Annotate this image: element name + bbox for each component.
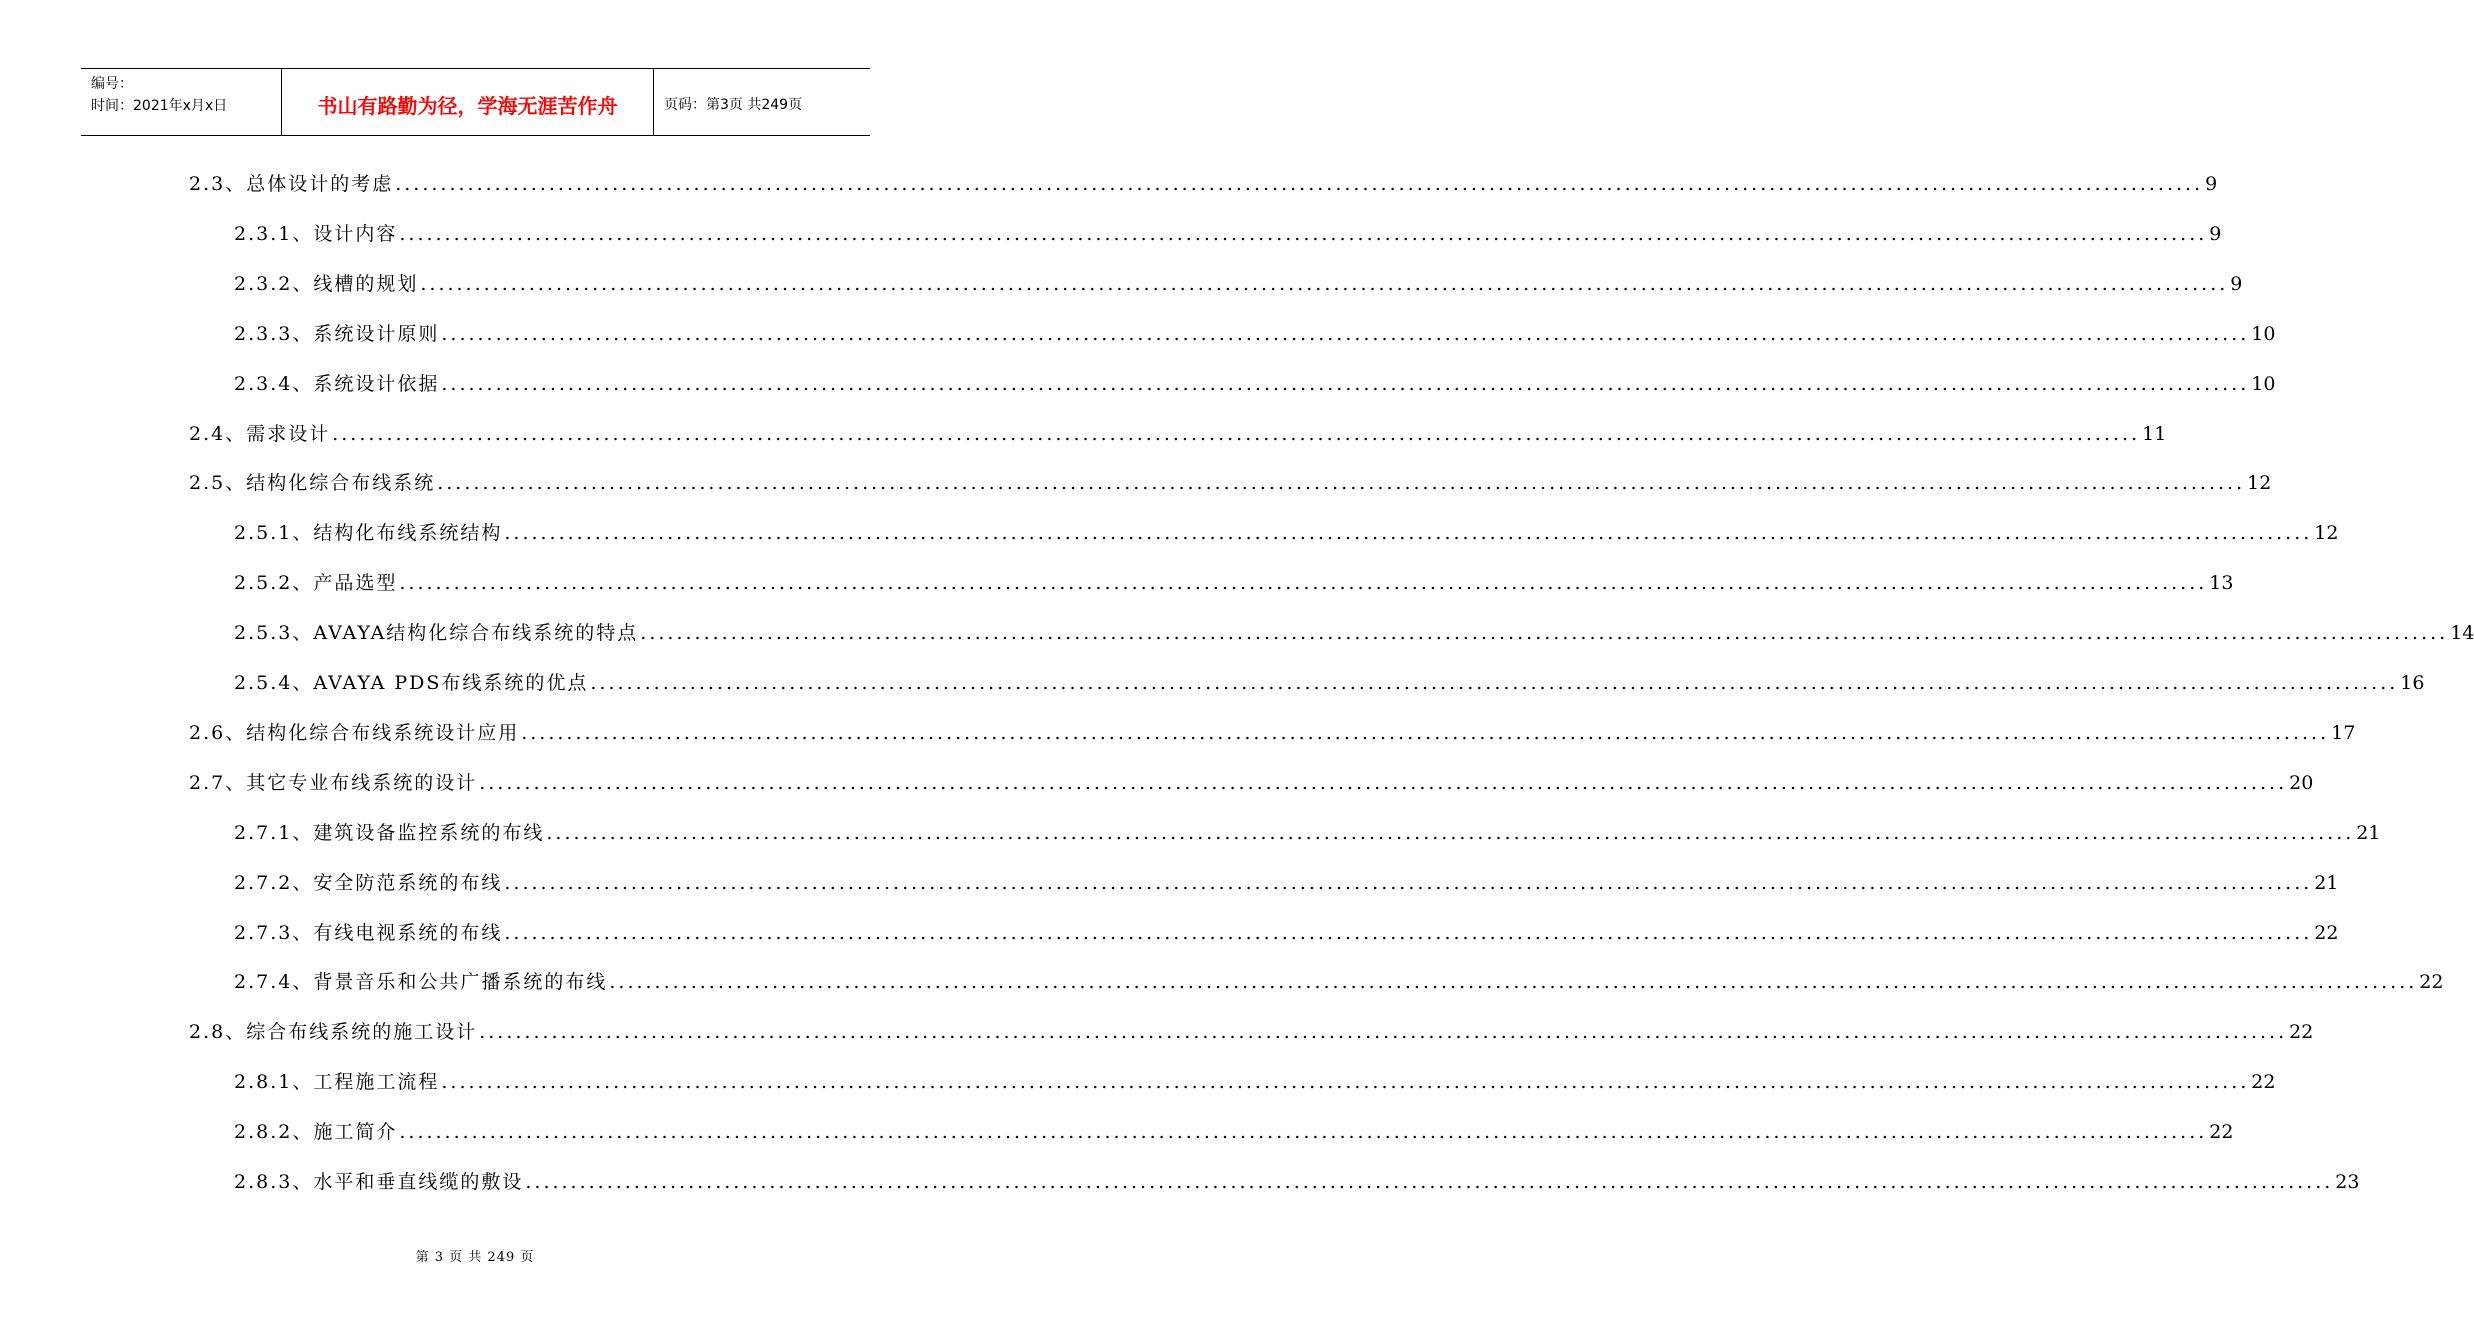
toc-entry-label: 2.8.2、施工简介 [234, 1121, 398, 1144]
toc-entry-page: 20 [2289, 771, 2314, 794]
toc-leader-dots: ........................................................................................................................................................................................................ [420, 272, 2229, 295]
toc-leader-dots: ........................................................................................................................................................................................................ [504, 871, 2313, 894]
toc-entry[interactable] [234, 813, 2381, 853]
header-meta [81, 69, 282, 135]
toc-entry[interactable] [234, 962, 2444, 1002]
toc-leader-dots: ........................................................................................................................................................................................................ [525, 1171, 2334, 1193]
header-motto: 书山有路勤为径，学海无涯苦作舟 [282, 69, 654, 135]
toc-entry-label: 2.8.1、工程施工流程 [234, 1071, 440, 1094]
toc-entry[interactable] [234, 1112, 2234, 1152]
toc-leader-dots: ........................................................................................................................................................................................................ [504, 522, 2313, 545]
toc-entry-page: 22 [2289, 1021, 2314, 1044]
toc-entry[interactable] [234, 1162, 2360, 1202]
toc-entry-label: 2.6、结构化综合布线系统设计应用 [189, 721, 520, 744]
toc-entry-label: 2.7.2、安全防范系统的布线 [234, 871, 503, 894]
toc-entry[interactable] [234, 913, 2339, 953]
toc-entry-label: 2.3.4、系统设计依据 [234, 372, 440, 395]
toc-leader-dots: ........................................................................................................................................................................................................ [399, 572, 2208, 595]
toc-entry[interactable] [234, 513, 2339, 553]
toc-entry[interactable] [189, 463, 2272, 503]
toc-entry[interactable] [234, 214, 2222, 254]
header-page-info: 页码：第3页 共249页 [664, 97, 803, 113]
toc-entry[interactable] [189, 713, 2356, 753]
toc-entry[interactable] [234, 314, 2276, 354]
toc-entry-label: 2.3.3、系统设计原则 [234, 322, 440, 345]
toc-leader-dots: ........................................................................................................................................................................................................ [479, 771, 2288, 794]
toc-leader-dots: ........................................................................................................................................................................................................ [521, 721, 2330, 744]
toc-entry-page: 11 [2142, 422, 2167, 445]
toc-entry-page: 22 [2251, 1071, 2276, 1094]
document-header [81, 68, 870, 136]
toc-leader-dots: ........................................................................................................................................................................................................ [395, 173, 2204, 195]
toc-entry-page: 14 [2450, 622, 2474, 645]
toc-entry[interactable] [189, 1012, 2314, 1052]
toc-entry-label: 2.7.4、背景音乐和公共广播系统的布线 [234, 971, 608, 994]
toc-leader-dots: ........................................................................................................................................................................................................ [441, 372, 2250, 395]
toc-entry-page: 12 [2247, 472, 2272, 495]
toc-entry-page: 23 [2335, 1171, 2360, 1193]
toc-entry-label: 2.5.2、产品选型 [234, 572, 398, 595]
toc-entry-label: 2.8、综合布线系统的施工设计 [189, 1021, 478, 1044]
toc-leader-dots: ........................................................................................................................................................................................................ [332, 422, 2141, 445]
toc-entry[interactable] [234, 264, 2243, 304]
toc-entry[interactable] [234, 563, 2234, 603]
toc-leader-dots: ........................................................................................................................................................................................................ [546, 821, 2355, 844]
toc-entry[interactable] [189, 763, 2314, 803]
toc-entry-page: 13 [2209, 572, 2234, 595]
toc-entry-label: 2.5.1、结构化布线系统结构 [234, 522, 503, 545]
toc-entry[interactable] [234, 663, 2425, 703]
toc-entry-page: 10 [2251, 322, 2276, 345]
toc-entry[interactable] [234, 364, 2276, 404]
toc-entry-label: 2.3.1、设计内容 [234, 222, 398, 245]
toc-entry-page: 10 [2251, 372, 2276, 395]
toc-entry-page: 21 [2356, 821, 2381, 844]
toc-leader-dots: ........................................................................................................................................................................................................ [437, 472, 2246, 495]
toc-entry[interactable] [234, 863, 2339, 903]
toc-entry-page: 22 [2419, 971, 2444, 994]
toc-entry-label: 2.5.3、AVAYA结构化综合布线系统的特点 [234, 622, 639, 645]
toc-entry-label: 2.3、总体设计的考虑 [189, 173, 394, 195]
toc-entry-label: 2.5、结构化综合布线系统 [189, 472, 436, 495]
toc-entry-page: 9 [2209, 222, 2222, 245]
document-time-label: 时间：2021年x月x日 [91, 98, 228, 114]
toc-leader-dots: ........................................................................................................................................................................................................ [590, 672, 2399, 694]
toc-leader-dots: ........................................................................................................................................................................................................ [441, 322, 2250, 345]
toc-leader-dots: ........................................................................................................................................................................................................ [399, 222, 2208, 245]
toc-entry-page: 9 [2230, 272, 2243, 295]
toc-entry-label: 2.4、需求设计 [189, 422, 331, 445]
toc-leader-dots: ........................................................................................................................................................................................................ [504, 921, 2313, 944]
toc-leader-dots: ........................................................................................................................................................................................................ [399, 1121, 2208, 1144]
toc-entry-label: 2.3.2、线槽的规划 [234, 272, 419, 295]
toc-entry-page: 22 [2209, 1121, 2234, 1144]
toc-leader-dots: ........................................................................................................................................................................................................ [441, 1071, 2250, 1094]
toc-entry-page: 16 [2400, 672, 2425, 694]
toc-entry-page: 22 [2314, 921, 2339, 944]
toc-entry-label: 2.7.3、有线电视系统的布线 [234, 921, 503, 944]
toc-leader-dots: ........................................................................................................................................................................................................ [640, 622, 2449, 645]
toc-leader-dots: ........................................................................................................................................................................................................ [609, 971, 2418, 994]
toc-entry[interactable] [234, 613, 2474, 653]
toc-entry-page: 9 [2205, 173, 2218, 195]
toc-entry-label: 2.5.4、AVAYA PDS布线系统的优点 [234, 672, 589, 694]
toc-leader-dots: ........................................................................................................................................................................................................ [479, 1021, 2288, 1044]
toc-entry[interactable] [234, 1062, 2276, 1102]
toc-entry-label: 2.7、其它专业布线系统的设计 [189, 771, 478, 794]
toc-entry-page: 17 [2331, 721, 2356, 744]
toc-entry-label: 2.8.3、水平和垂直线缆的敷设 [234, 1171, 524, 1193]
toc-entry-label: 2.7.1、建筑设备监控系统的布线 [234, 821, 545, 844]
toc-entry[interactable] [189, 164, 2218, 204]
toc-entry-page: 12 [2314, 522, 2339, 545]
toc-entry-page: 21 [2314, 871, 2339, 894]
page-footer: 第 3 页 共 249 页 [415, 1250, 535, 1265]
toc-entry[interactable] [189, 414, 2167, 454]
document-number-label: 编号： [91, 76, 133, 92]
